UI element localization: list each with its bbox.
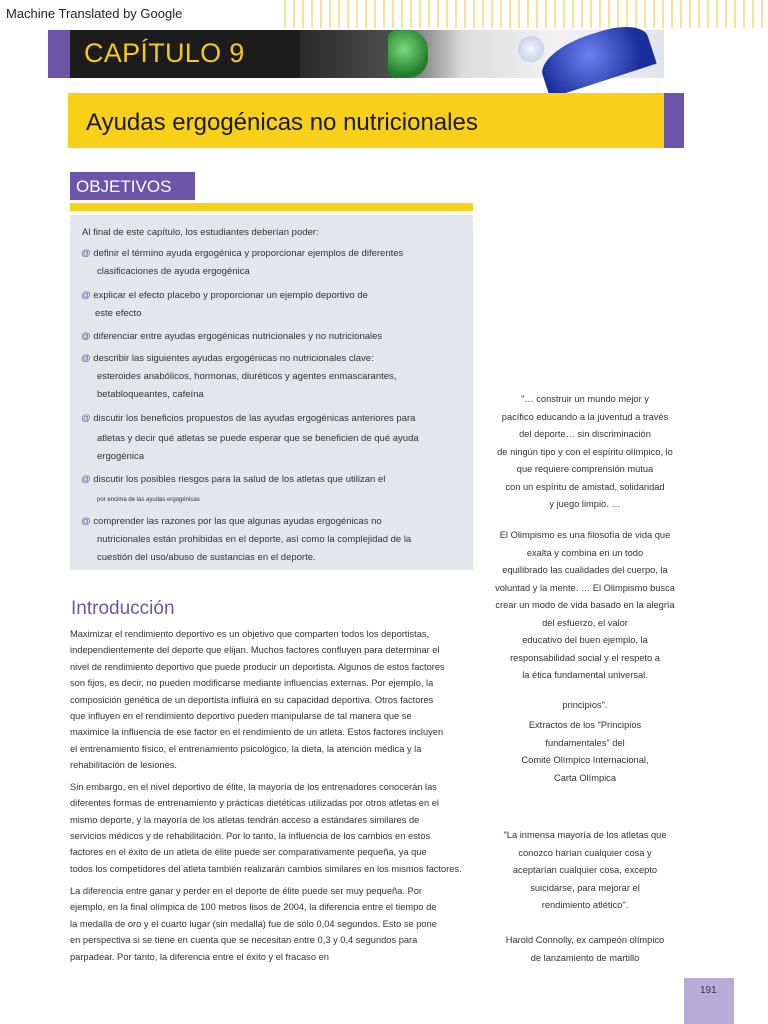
source-line: Comité Olímpico Internacional, [521, 755, 649, 765]
objective-item [81, 513, 411, 567]
quote-line: que requiere comprensión mutua [516, 464, 654, 474]
quote-line: equilibrado las cualidades del cuerpo, la [502, 565, 668, 575]
paragraph-line: Sin embargo, en el nivel deportivo de élite, la mayoría de los entrenadores conocerán las [70, 782, 437, 792]
paragraph-line: que influyen en el rendimiento deportivo pueden manipularse de tal manera que se [70, 711, 412, 722]
quote-line: de ningún tipo y con el espíritu olímpico, lo [497, 446, 673, 457]
objective-line: ergogénica [97, 451, 145, 462]
quote-line: del esfuerzo, el valor [542, 617, 628, 628]
quote-line: "La inmensa mayoría de los atletas que [503, 830, 667, 840]
quote-line: pacífico educando a la juventud a través [501, 411, 669, 422]
bullet-marker: @ [81, 413, 91, 424]
paragraph-line: en perspectiva si se tiene en cuenta que se necesitan entre 0,3 y 0,4 segundos para [70, 935, 418, 946]
green-bottle-image [388, 30, 428, 78]
paragraph-line: el entrenamiento físico, el entrenamiento psicológico, la dieta, la atención médica y la [70, 743, 422, 754]
bullet-marker: @ [81, 331, 91, 342]
chapter-label: CAPÍTULO 9 [84, 38, 245, 68]
quote-line: aceptarían cualquier cosa, excepto [512, 865, 658, 875]
objective-line: discutir los beneficios propuestos de las ayudas ergogénicas anteriores para [93, 413, 416, 424]
objective-line: este efecto [95, 308, 142, 319]
quote-line: rendimiento atlético". [541, 900, 629, 910]
source-line: Harold Connolly, ex campeón olímpico [505, 935, 665, 945]
paragraph-line: todos los competidores del atleta también realizarán cambios similares en los mismos factores. [70, 863, 462, 874]
objective-line: atletas y decir qué atletas se puede esperar que se beneficien de qué ayuda [97, 433, 419, 444]
objective-item [81, 410, 419, 466]
paragraph-line: Maximizar el rendimiento deportivo es un objetivo que comparten todos los deportistas, [70, 629, 430, 639]
chapter-title: Ayudas ergogénicas no nutricionales [86, 109, 478, 136]
source-line: de lanzamiento de martillo [530, 952, 640, 963]
objective-line: diferenciar entre ayudas ergogénicas nutricionales y no nutricionales [93, 331, 383, 342]
objective-line: clasificaciones de ayuda ergogénica [97, 266, 250, 277]
paragraph-line: la medalla de oro y el cuarto lugar (sin medalla) fue de sólo 0,04 segundos. Esto se pone [70, 918, 437, 929]
objectives-intro: Al final de este capítulo, los estudiantes deberían poder: [82, 227, 319, 238]
source-line: Carta Olímpica [554, 772, 616, 783]
bullet-marker: @ [81, 290, 91, 301]
objective-item [81, 245, 403, 281]
paragraph-line: factores en el éxito de un atleta de élite puede ser comparativamente pequeña, ya que [70, 847, 427, 858]
objective-line: betabloqueantes, cafeína [97, 389, 204, 400]
paragraph-line: rehabilitación de lesiones. [70, 760, 177, 771]
quote-line: y juego limpio. … [549, 499, 621, 509]
intro-paragraph-1 [70, 626, 480, 774]
quote-line: voluntad y la mente. … El Olimpismo busca [495, 582, 675, 593]
introduction-heading: Introducción [71, 598, 175, 619]
bullet-marker: @ [81, 353, 91, 364]
paragraph-line: mismo deporte, y la mayoría de los atletas tendrán acceso a estándares similares de [70, 814, 420, 825]
bottle-cap-image [518, 36, 544, 62]
source-line: Extractos de los "Principios [528, 720, 642, 730]
objective-line: definir el término ayuda ergogénica y proporcionar ejemplos de diferentes [93, 248, 404, 259]
objective-item [81, 350, 396, 404]
intro-paragraph-3 [70, 828, 480, 877]
quote-line: principios". [562, 700, 608, 710]
bullet-marker: @ [81, 516, 91, 527]
paragraph-line: La diferencia entre ganar y perder en el deporte de élite puede ser muy pequeña. Por [70, 886, 422, 896]
sidebar-quote-3 [490, 697, 680, 715]
quote-line: responsabilidad social y el respeto a [510, 652, 660, 663]
sidebar-quote-1 [490, 391, 680, 514]
paragraph-line: servicios médicos y de rehabilitación. Por lo tanto, la influencia de los cambios en estos [70, 831, 431, 841]
objective-line: cuestión del uso/abuso de sustancias en el deporte. [97, 552, 316, 563]
bullet-marker: @ [81, 474, 91, 485]
paragraph-line: diferentes formas de entrenamiento y prácticas dietéticas utilizadas por otros atletas en el [70, 798, 439, 809]
sidebar-quote-2 [490, 527, 680, 685]
objectives-heading: OBJETIVOS [76, 177, 172, 196]
quote-line: del deporte… sin discriminación [519, 429, 651, 439]
sidebar-source-2 [490, 932, 680, 967]
quote-line: conozco harían cualquier cosa y [518, 847, 652, 858]
paragraph-line: nivel de rendimiento deportivo que puede producir un deportista. Algunos de estos factores [70, 661, 445, 672]
objective-line: por encima de las ayudas ergogénicas [97, 497, 200, 503]
quote-line: El Olimpismo es una filosofía de vida que [499, 530, 671, 540]
objective-line: nutricionales están prohibidas en el deporte, así como la complejidad de la [97, 534, 412, 545]
header-stripes [284, 0, 768, 28]
bullet-marker: @ [81, 248, 91, 259]
paragraph-line: son fijos, es decir, no pueden modificarse mediante influencias externas. Por ejemplo, la [70, 678, 434, 689]
objective-line: comprender las razones por las que algunas ayudas ergogénicas no [93, 516, 382, 527]
paragraph-line: ejemplo, en la final olímpica de 100 metros lisos de 2004, la diferencia entre el tiempo de [70, 902, 437, 913]
sidebar-quote-4 [490, 827, 680, 915]
source-line: fundamentales" del [545, 737, 625, 748]
objective-line: esteroides anabólicos, hormonas, diuréticos y agentes enmascarantes, [97, 371, 397, 382]
quote-line: con un espíritu de amistad, solidaridad [505, 481, 665, 492]
objective-item [81, 328, 382, 346]
intro-paragraph-2 [70, 779, 480, 828]
machine-translated-label: Machine Translated by Google [6, 6, 183, 21]
intro-paragraph-4 [70, 883, 480, 965]
paragraph-line: maximice la influencia de ese factor en el rendimiento de un atleta. Estos factores incluyen [70, 727, 444, 738]
objective-item [81, 287, 368, 323]
quote-line: crear un modo de vida basado en la alegría [495, 600, 675, 610]
sidebar-source-1 [490, 717, 680, 787]
page-number: 191 [700, 985, 717, 996]
quote-line: suicidarse, para mejorar el [530, 882, 640, 893]
paragraph-line: parpadear. Por tanto, la diferencia entre el éxito y el fracaso en [70, 951, 329, 962]
title-accent [664, 93, 684, 148]
objective-line: discutir los posibles riesgos para la salud de los atletas que utilizan el [93, 474, 386, 485]
quote-line: "… construir un mundo mejor y [521, 394, 649, 404]
paragraph-line: independientemente del deporte que elijan. Muchos factores confluyen para determinar el [70, 645, 440, 656]
objective-item [81, 471, 385, 509]
quote-line: la ética fundamental universal. [522, 670, 648, 680]
quote-line: exalta y combina en un todo [526, 547, 644, 558]
objectives-rule [70, 203, 473, 211]
quote-line: educativo del buen ejemplo, la [522, 635, 648, 645]
objective-line: explicar el efecto placebo y proporcionar un ejemplo deportivo de [93, 290, 368, 301]
objective-line: describir las siguientes ayudas ergogénicas no nutricionales clave: [93, 353, 374, 364]
chapter-accent [48, 30, 70, 78]
paragraph-line: composición genética de un deportista influirá en su capacidad deportiva. Otros factores [70, 694, 434, 705]
